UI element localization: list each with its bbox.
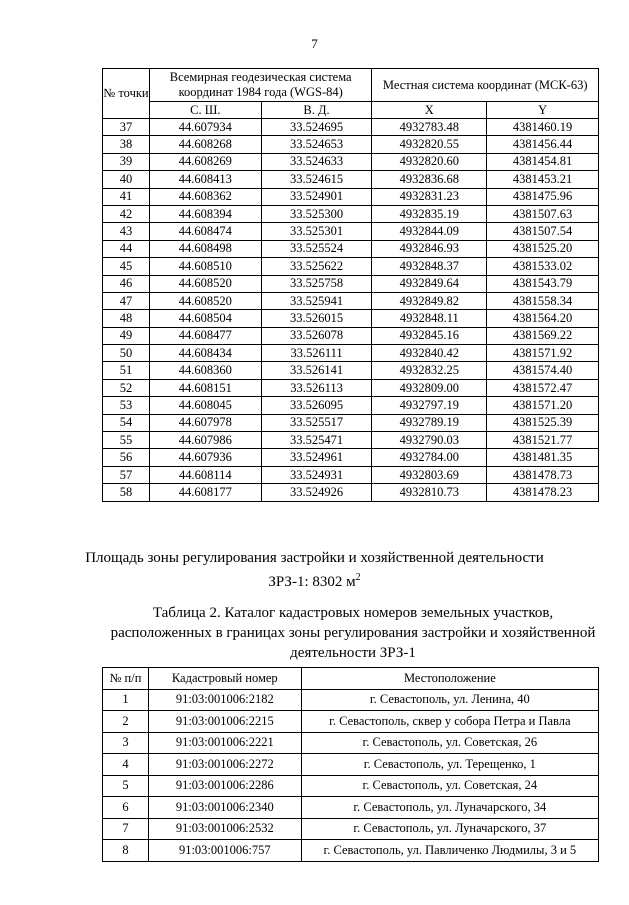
table-row [103, 840, 599, 862]
table-cell: 33.525300 [261, 205, 372, 222]
table-cell: 4381507.54 [487, 223, 599, 240]
table-row [103, 310, 599, 327]
area-statement [0, 548, 629, 592]
table-cell: 44.608498 [149, 240, 261, 257]
table-row [103, 258, 599, 275]
area-value: ЗРЗ-1: 8302 м [268, 574, 356, 590]
table-row [103, 327, 599, 344]
table-cell: г. Севастополь, ул. Павличенко Людмилы, 3 и 5 [301, 840, 598, 862]
table-cell: 91:03:001006:2532 [148, 818, 301, 840]
table-cell: 4932845.16 [372, 327, 487, 344]
table-cell: 51 [103, 362, 150, 379]
table-cell: 33.525517 [261, 414, 372, 431]
table-cell: 4932810.73 [372, 484, 487, 501]
table-cell: 4932840.42 [372, 345, 487, 362]
table-cell: 4381525.20 [487, 240, 599, 257]
table-cell: 4932849.82 [372, 292, 487, 309]
header-point-number: № точки [103, 69, 150, 119]
table-cell: 4932836.68 [372, 171, 487, 188]
table-cell: 49 [103, 327, 150, 344]
table-cell: 4381572.47 [487, 379, 599, 396]
table-cell: 1 [103, 689, 149, 711]
table-cell: 4932790.03 [372, 432, 487, 449]
table-cell: 33.526113 [261, 379, 372, 396]
table-cell: 4932849.64 [372, 275, 487, 292]
table-cell: 33.526015 [261, 310, 372, 327]
table-cell: 33.525471 [261, 432, 372, 449]
table-cell: 4932783.48 [372, 119, 487, 136]
table-cell: 44.607934 [149, 119, 261, 136]
table-cell: 4381453.21 [487, 171, 599, 188]
table-cell: 33.526095 [261, 397, 372, 414]
table-cell: 4932844.09 [372, 223, 487, 240]
table-cell: 33.526111 [261, 345, 372, 362]
table-row [103, 136, 599, 153]
table-row [103, 797, 599, 819]
table-cell: 4932831.23 [372, 188, 487, 205]
table-cell: 4381533.02 [487, 258, 599, 275]
table-cell: 4381571.20 [487, 397, 599, 414]
table-cell: 4381571.92 [487, 345, 599, 362]
table-cell: 91:03:001006:2215 [148, 711, 301, 733]
table-cell: 53 [103, 397, 150, 414]
table-cell: 4932803.69 [372, 466, 487, 483]
table-cell: 8 [103, 840, 149, 862]
table-cell: 52 [103, 379, 150, 396]
table-cell: 44.607936 [149, 449, 261, 466]
table-cell: 54 [103, 414, 150, 431]
table-cell: 47 [103, 292, 150, 309]
table-cell: 91:03:001006:2286 [148, 775, 301, 797]
table-cell: г. Севастополь, ул. Ленина, 40 [301, 689, 598, 711]
table-cell: 33.526078 [261, 327, 372, 344]
table-cell: 45 [103, 258, 150, 275]
table-row [103, 240, 599, 257]
table-cell: 44.608413 [149, 171, 261, 188]
table-cell: 4381460.19 [487, 119, 599, 136]
table-cell: г. Севастополь, сквер у собора Петра и Павла [301, 711, 598, 733]
table-cell: 2 [103, 711, 149, 733]
table-row [103, 119, 599, 136]
table-cell: г. Севастополь, ул. Терещенко, 1 [301, 754, 598, 776]
table-row [103, 188, 599, 205]
table-row [103, 711, 599, 733]
table-row [103, 292, 599, 309]
header-latitude: С. Ш. [149, 102, 261, 119]
table-row [103, 689, 599, 711]
table-row [103, 397, 599, 414]
table-cell: 33.524695 [261, 119, 372, 136]
table-cell: 42 [103, 205, 150, 222]
table-row [103, 171, 599, 188]
table-row [103, 484, 599, 501]
table-cell: 4381558.34 [487, 292, 599, 309]
table-cell: 4381507.63 [487, 205, 599, 222]
page-number: 7 [311, 36, 318, 51]
table-cell: 44.608151 [149, 379, 261, 396]
table-cell: 44.607978 [149, 414, 261, 431]
table-cell: 44.608360 [149, 362, 261, 379]
table-cell: 4381564.20 [487, 310, 599, 327]
table-cell: 46 [103, 275, 150, 292]
coordinates-table-body [103, 119, 599, 502]
table-cell: 33.525301 [261, 223, 372, 240]
area-line-1: Площадь зоны регулирования застройки и хозяйственной деятельности [85, 550, 544, 566]
table-cell: 4381574.40 [487, 362, 599, 379]
table-cell: 4381454.81 [487, 153, 599, 170]
table-cell: 33.524901 [261, 188, 372, 205]
table-cell: 48 [103, 310, 150, 327]
table-cell: г. Севастополь, ул. Луначарского, 34 [301, 797, 598, 819]
table-cell: 7 [103, 818, 149, 840]
table-cell: 44.608510 [149, 258, 261, 275]
table-cell: 4932789.19 [372, 414, 487, 431]
table-cell: 91:03:001006:757 [148, 840, 301, 862]
table-cell: 4932835.19 [372, 205, 487, 222]
table-cell: 44.608045 [149, 397, 261, 414]
header-local-system: Местная система координат (МСК-63) [372, 69, 599, 102]
header-wgs84: Всемирная геодезическая система координат 1984 года (WGS-84) [149, 69, 372, 102]
table-cell: 33.525524 [261, 240, 372, 257]
header-longitude: В. Д. [261, 102, 372, 119]
cadastral-table [102, 667, 599, 862]
table-row [103, 345, 599, 362]
area-line-2 [0, 568, 629, 592]
table-cell: 44.608434 [149, 345, 261, 362]
table-cell: 33.524931 [261, 466, 372, 483]
table-cell: 4932848.37 [372, 258, 487, 275]
table-cell: 6 [103, 797, 149, 819]
table-row [103, 449, 599, 466]
table-cell: 33.525758 [261, 275, 372, 292]
table-row [103, 754, 599, 776]
table-cell: 44.608520 [149, 292, 261, 309]
table-cell: 4932848.11 [372, 310, 487, 327]
table-cell: 56 [103, 449, 150, 466]
table-cell: 3 [103, 732, 149, 754]
table-cell: 4381456.44 [487, 136, 599, 153]
table-row [103, 205, 599, 222]
table-cell: 44.608177 [149, 484, 261, 501]
table-cell: 5 [103, 775, 149, 797]
table-cell: 38 [103, 136, 150, 153]
table-cell: 44.608520 [149, 275, 261, 292]
table-cell: 91:03:001006:2272 [148, 754, 301, 776]
table-cell: 4381543.79 [487, 275, 599, 292]
header-row-number: № п/п [103, 668, 149, 690]
table-cell: 40 [103, 171, 150, 188]
table-row [103, 223, 599, 240]
table-cell: 33.524961 [261, 449, 372, 466]
table-cell: 33.524633 [261, 153, 372, 170]
table-cell: 33.524653 [261, 136, 372, 153]
area-unit-exponent: 2 [355, 572, 361, 583]
table-cell: 43 [103, 223, 150, 240]
table-cell: 44.608269 [149, 153, 261, 170]
table-cell: 44.608394 [149, 205, 261, 222]
table-cell: 4932846.93 [372, 240, 487, 257]
table-cell: г. Севастополь, ул. Советская, 26 [301, 732, 598, 754]
table-cell: 4932809.00 [372, 379, 487, 396]
table-cell: 44 [103, 240, 150, 257]
table-cell: 44.608268 [149, 136, 261, 153]
table-cell: 44.608474 [149, 223, 261, 240]
header-x: X [372, 102, 487, 119]
table-row [103, 432, 599, 449]
table-cell: 4381569.22 [487, 327, 599, 344]
table-cell: 44.608504 [149, 310, 261, 327]
table-row [103, 153, 599, 170]
coordinates-table [102, 68, 599, 502]
table-cell: 4932784.00 [372, 449, 487, 466]
table-cell: 4381478.23 [487, 484, 599, 501]
table-cell: 57 [103, 466, 150, 483]
table2-caption: Таблица 2. Каталог кадастровых номеров земельных участков, расположенных в границах зоны регулирования застройки и хозяйственной деятельности ЗРЗ-1 [110, 605, 596, 661]
table-row [103, 275, 599, 292]
table-row [103, 414, 599, 431]
table-cell: 91:03:001006:2182 [148, 689, 301, 711]
table-cell: 4932832.25 [372, 362, 487, 379]
table-cell: г. Севастополь, ул. Луначарского, 37 [301, 818, 598, 840]
header-y: Y [487, 102, 599, 119]
table-row [103, 362, 599, 379]
table-cell: 44.607986 [149, 432, 261, 449]
table-cell: 44.608114 [149, 466, 261, 483]
table-cell: 58 [103, 484, 150, 501]
table-cell: 4381525.39 [487, 414, 599, 431]
cadastral-table-body [103, 689, 599, 861]
table-cell: 4381481.35 [487, 449, 599, 466]
table-cell: 33.525941 [261, 292, 372, 309]
table-cell: 55 [103, 432, 150, 449]
table-cell: 33.526141 [261, 362, 372, 379]
table-cell: 4381478.73 [487, 466, 599, 483]
table-cell: 33.524615 [261, 171, 372, 188]
table-cell: 33.525622 [261, 258, 372, 275]
table-row [103, 818, 599, 840]
table-cell: 41 [103, 188, 150, 205]
table-cell: 33.524926 [261, 484, 372, 501]
table-row [103, 379, 599, 396]
table-row [103, 775, 599, 797]
table-cell: 44.608477 [149, 327, 261, 344]
table-cell: 4381521.77 [487, 432, 599, 449]
table-cell: 4381475.96 [487, 188, 599, 205]
table-row [103, 732, 599, 754]
table-cell: 50 [103, 345, 150, 362]
table-cell: г. Севастополь, ул. Советская, 24 [301, 775, 598, 797]
table-cell: 4 [103, 754, 149, 776]
table-cell: 4932820.60 [372, 153, 487, 170]
table-row [103, 466, 599, 483]
table-cell: 91:03:001006:2340 [148, 797, 301, 819]
table-cell: 4932820.55 [372, 136, 487, 153]
header-location: Местоположение [301, 668, 598, 690]
table-cell: 37 [103, 119, 150, 136]
table-cell: 91:03:001006:2221 [148, 732, 301, 754]
header-cadastral-number: Кадастровый номер [148, 668, 301, 690]
table-cell: 44.608362 [149, 188, 261, 205]
table-cell: 39 [103, 153, 150, 170]
table-cell: 4932797.19 [372, 397, 487, 414]
